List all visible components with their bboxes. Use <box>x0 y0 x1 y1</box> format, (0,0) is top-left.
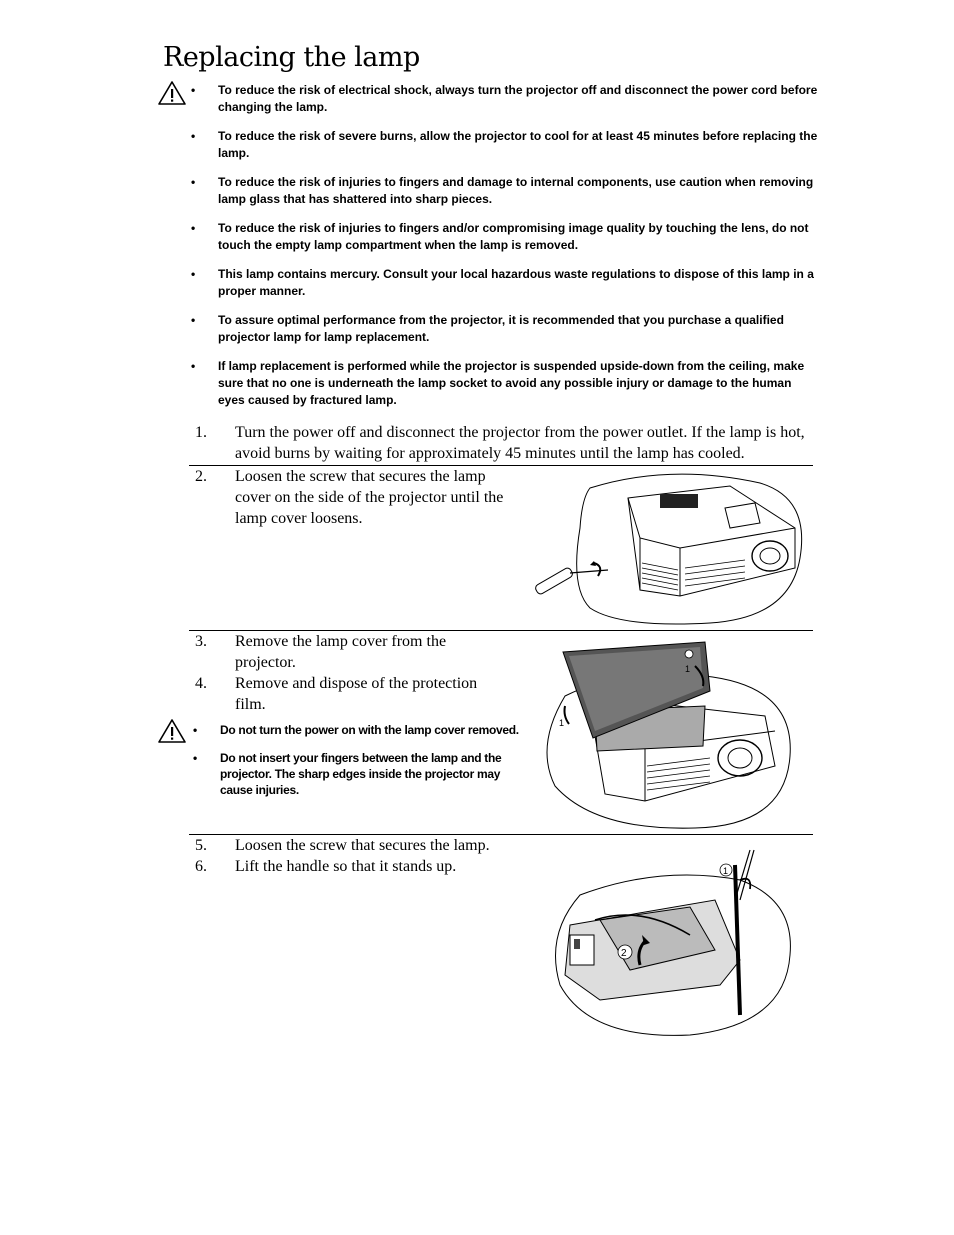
step-text: Remove and dispose of the protection film. <box>235 675 478 713</box>
callout-label: 1 <box>685 664 691 674</box>
step-number: 1. <box>195 424 207 441</box>
callout-label: 1 <box>723 866 729 876</box>
step-text: Loosen the screw that secures the lamp cover on the side of the projector until the lamp cover loosens. <box>235 468 504 527</box>
step-text: Turn the power off and disconnect the projector from the power outlet. If the lamp is hot, avoid burns by waiting for approximately 45 minutes until the lamp has cooled. <box>235 424 805 462</box>
projector-screw-illustration <box>530 468 810 628</box>
step-number: 3. <box>195 633 207 650</box>
step-number: 4. <box>195 675 207 692</box>
step-text: Remove the lamp cover from the projector. <box>235 633 447 671</box>
warning-item: • Do not insert your fingers between the lamp and the projector. The sharp edges inside the projector may cause injuries. <box>190 750 520 798</box>
warning-item: • To reduce the risk of injuries to fingers and/or compromising image quality by touching the lens, do not touch the empty lamp compartment when the lamp is removed. <box>188 220 818 254</box>
warning-item: • To reduce the risk of severe burns, allow the projector to cool for at least 45 minutes before replacing the lamp. <box>188 128 818 162</box>
warning-icon <box>157 718 187 744</box>
step-text: Lift the handle so that it stands up. <box>235 858 457 875</box>
warning-list <box>188 82 818 421</box>
callout-label: 1 <box>559 718 565 728</box>
step-number: 6. <box>195 858 207 875</box>
step-4 <box>195 673 525 715</box>
step-number: 2. <box>195 468 207 485</box>
warning-item: • If lamp replacement is performed while the projector is suspended upside-down from the ceiling, make sure that no one is underneath the lamp socket to avoid any possible injury or damage to the human eyes caused by fractured lamp. <box>188 358 818 409</box>
warning-item: • To reduce the risk of injuries to fingers and damage to internal components, use caution when removing lamp glass that has shattered into sharp pieces. <box>188 174 818 208</box>
step-3 <box>195 631 525 673</box>
lamp-cover-illustration <box>535 636 795 831</box>
warning-item: • To reduce the risk of electrical shock, always turn the projector off and disconnect the power cord before changing the lamp. <box>188 82 818 116</box>
page-title: Replacing the lamp <box>163 42 420 73</box>
lamp-handle-illustration <box>540 845 795 1045</box>
warning-item: • Do not turn the power on with the lamp cover removed. <box>190 722 520 738</box>
warning-item: • This lamp contains mercury. Consult your local hazardous waste regulations to dispose of this lamp in a proper manner. <box>188 266 818 300</box>
callout-label: 2 <box>621 948 627 959</box>
warning-icon <box>157 80 187 106</box>
step-text: Loosen the screw that secures the lamp. <box>235 837 490 854</box>
warning-item: • To assure optimal performance from the projector, it is recommended that you purchase a qualified projector lamp for lamp replacement. <box>188 312 818 346</box>
cover-warning-list <box>190 722 520 810</box>
step-number: 5. <box>195 837 207 854</box>
